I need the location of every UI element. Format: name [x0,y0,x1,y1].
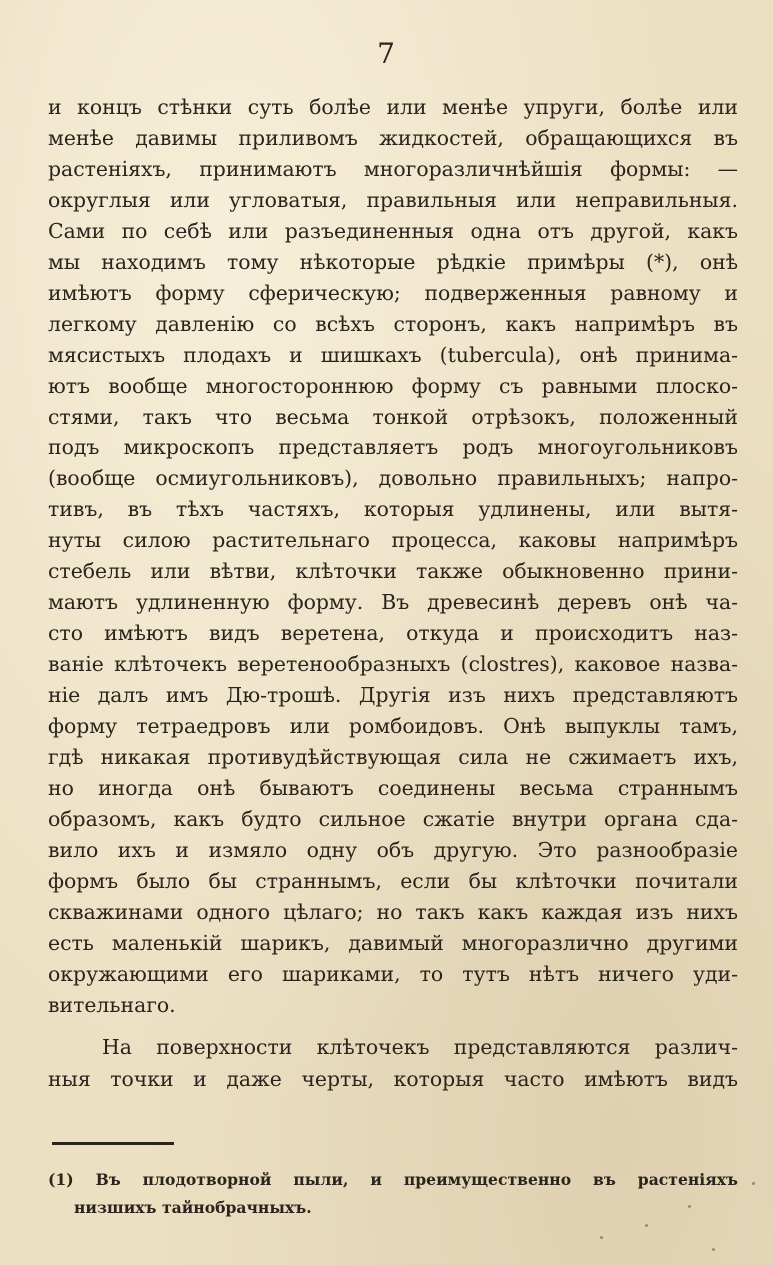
text-line: На поверхности клѣточекъ представляются различ- [102,1035,738,1059]
text-line: Сами по себѣ или разъединенныя одна отъ другой, какъ [48,218,738,243]
text-line: форму тетраедровъ или ромбоидовъ. Онѣ выпуклы тамъ, [48,714,738,739]
text-line: стями, такъ что весьма тонкой отрѣзокъ, положенный [48,404,738,429]
page-number: 7 [377,37,396,70]
text-line: легкому давленію со всѣхъ сторонъ, какъ напримѣръ въ [48,311,738,336]
text-line: имѣютъ форму сферическую; подверженныя равному и [48,280,738,305]
text-line: вительнаго. [48,992,176,1017]
footnote [48,1166,738,1222]
text-line: тивъ, въ тѣхъ частяхъ, которыя удлинены, или вытя- [48,497,738,522]
text-line: формъ было бы страннымъ, если бы клѣточки почитали [48,868,738,893]
text-line: растеніяхъ, принимаютъ многоразличнѣйшія формы: — [48,156,738,181]
text-line: ваніе клѣточекъ веретенообразныхъ (clostres), каковое назва- [48,652,738,677]
footnote-line: низшихъ тайнобрачныхъ. [74,1198,312,1217]
paper-speck [645,1224,648,1227]
text-line: мясистыхъ плодахъ и шишкахъ (tubercula), онѣ принима- [48,342,738,367]
text-line: окружающими его шариками, то тутъ нѣтъ ничего уди- [48,961,738,986]
text-line: образомъ, какъ будто сильное сжатіе внутри органа сда- [48,806,738,831]
text-line: и концъ стѣнки суть болѣе или менѣе упруги, болѣе или [48,95,738,119]
text-line: вило ихъ и измяло одну объ другую. Это разнообразіе [48,837,738,862]
paper-speck [752,1182,755,1185]
paper-speck [712,1248,715,1251]
text-line: подъ микроскопъ представляетъ родъ многоугольниковъ [48,435,738,460]
text-line: скважинами одного цѣлаго; но такъ какъ каждая изъ нихъ [48,899,738,924]
text-line: менѣе давимы приливомъ жидкостей, обращающихся въ [48,125,738,150]
footnote-line [48,1166,738,1194]
footnote-rule [52,1142,174,1145]
text-line: нуты силою растительнаго процесса, каковы напримѣръ [48,528,738,553]
paragraph-2 [48,1031,738,1095]
text-line: сто имѣютъ видъ веретена, откуда и происходитъ наз- [48,621,738,646]
text-line: округлыя или угловатыя, правильныя или неправильныя. [48,187,738,212]
text-line: стебель или вѣтви, клѣточки также обыкновенно прини- [48,559,738,584]
paper-speck [688,1205,691,1208]
footnote-marker: (1) [48,1170,74,1189]
text-line: гдѣ никакая противудѣйствующая сила не сжимаетъ ихъ, [48,745,738,770]
paragraph-1 [48,92,738,1021]
text-line: ніе далъ имъ Дю-трошѣ. Другія изъ нихъ представляютъ [48,683,738,708]
text-line: мы находимъ тому нѣкоторые рѣдкіе примѣры (*), онѣ [48,249,738,274]
text-line: но иногда онѣ бываютъ соединены весьма страннымъ [48,775,738,800]
paper-speck [600,1236,603,1239]
footnote-text: Въ плодотворной пыли, и преимущественно въ растеніяхъ [95,1170,738,1189]
text-line: есть маленькій шарикъ, давимый многоразлично другими [48,930,738,955]
text-line: маютъ удлиненную форму. Въ древесинѣ деревъ онѣ ча- [48,590,738,615]
text-line: ныя точки и даже черты, которыя часто имѣютъ видъ [48,1067,738,1091]
text-line: (вообще осмиугольниковъ), довольно правильныхъ; напро- [48,466,738,491]
text-line: ютъ вообще многостороннюю форму съ равными плоско- [48,373,738,398]
